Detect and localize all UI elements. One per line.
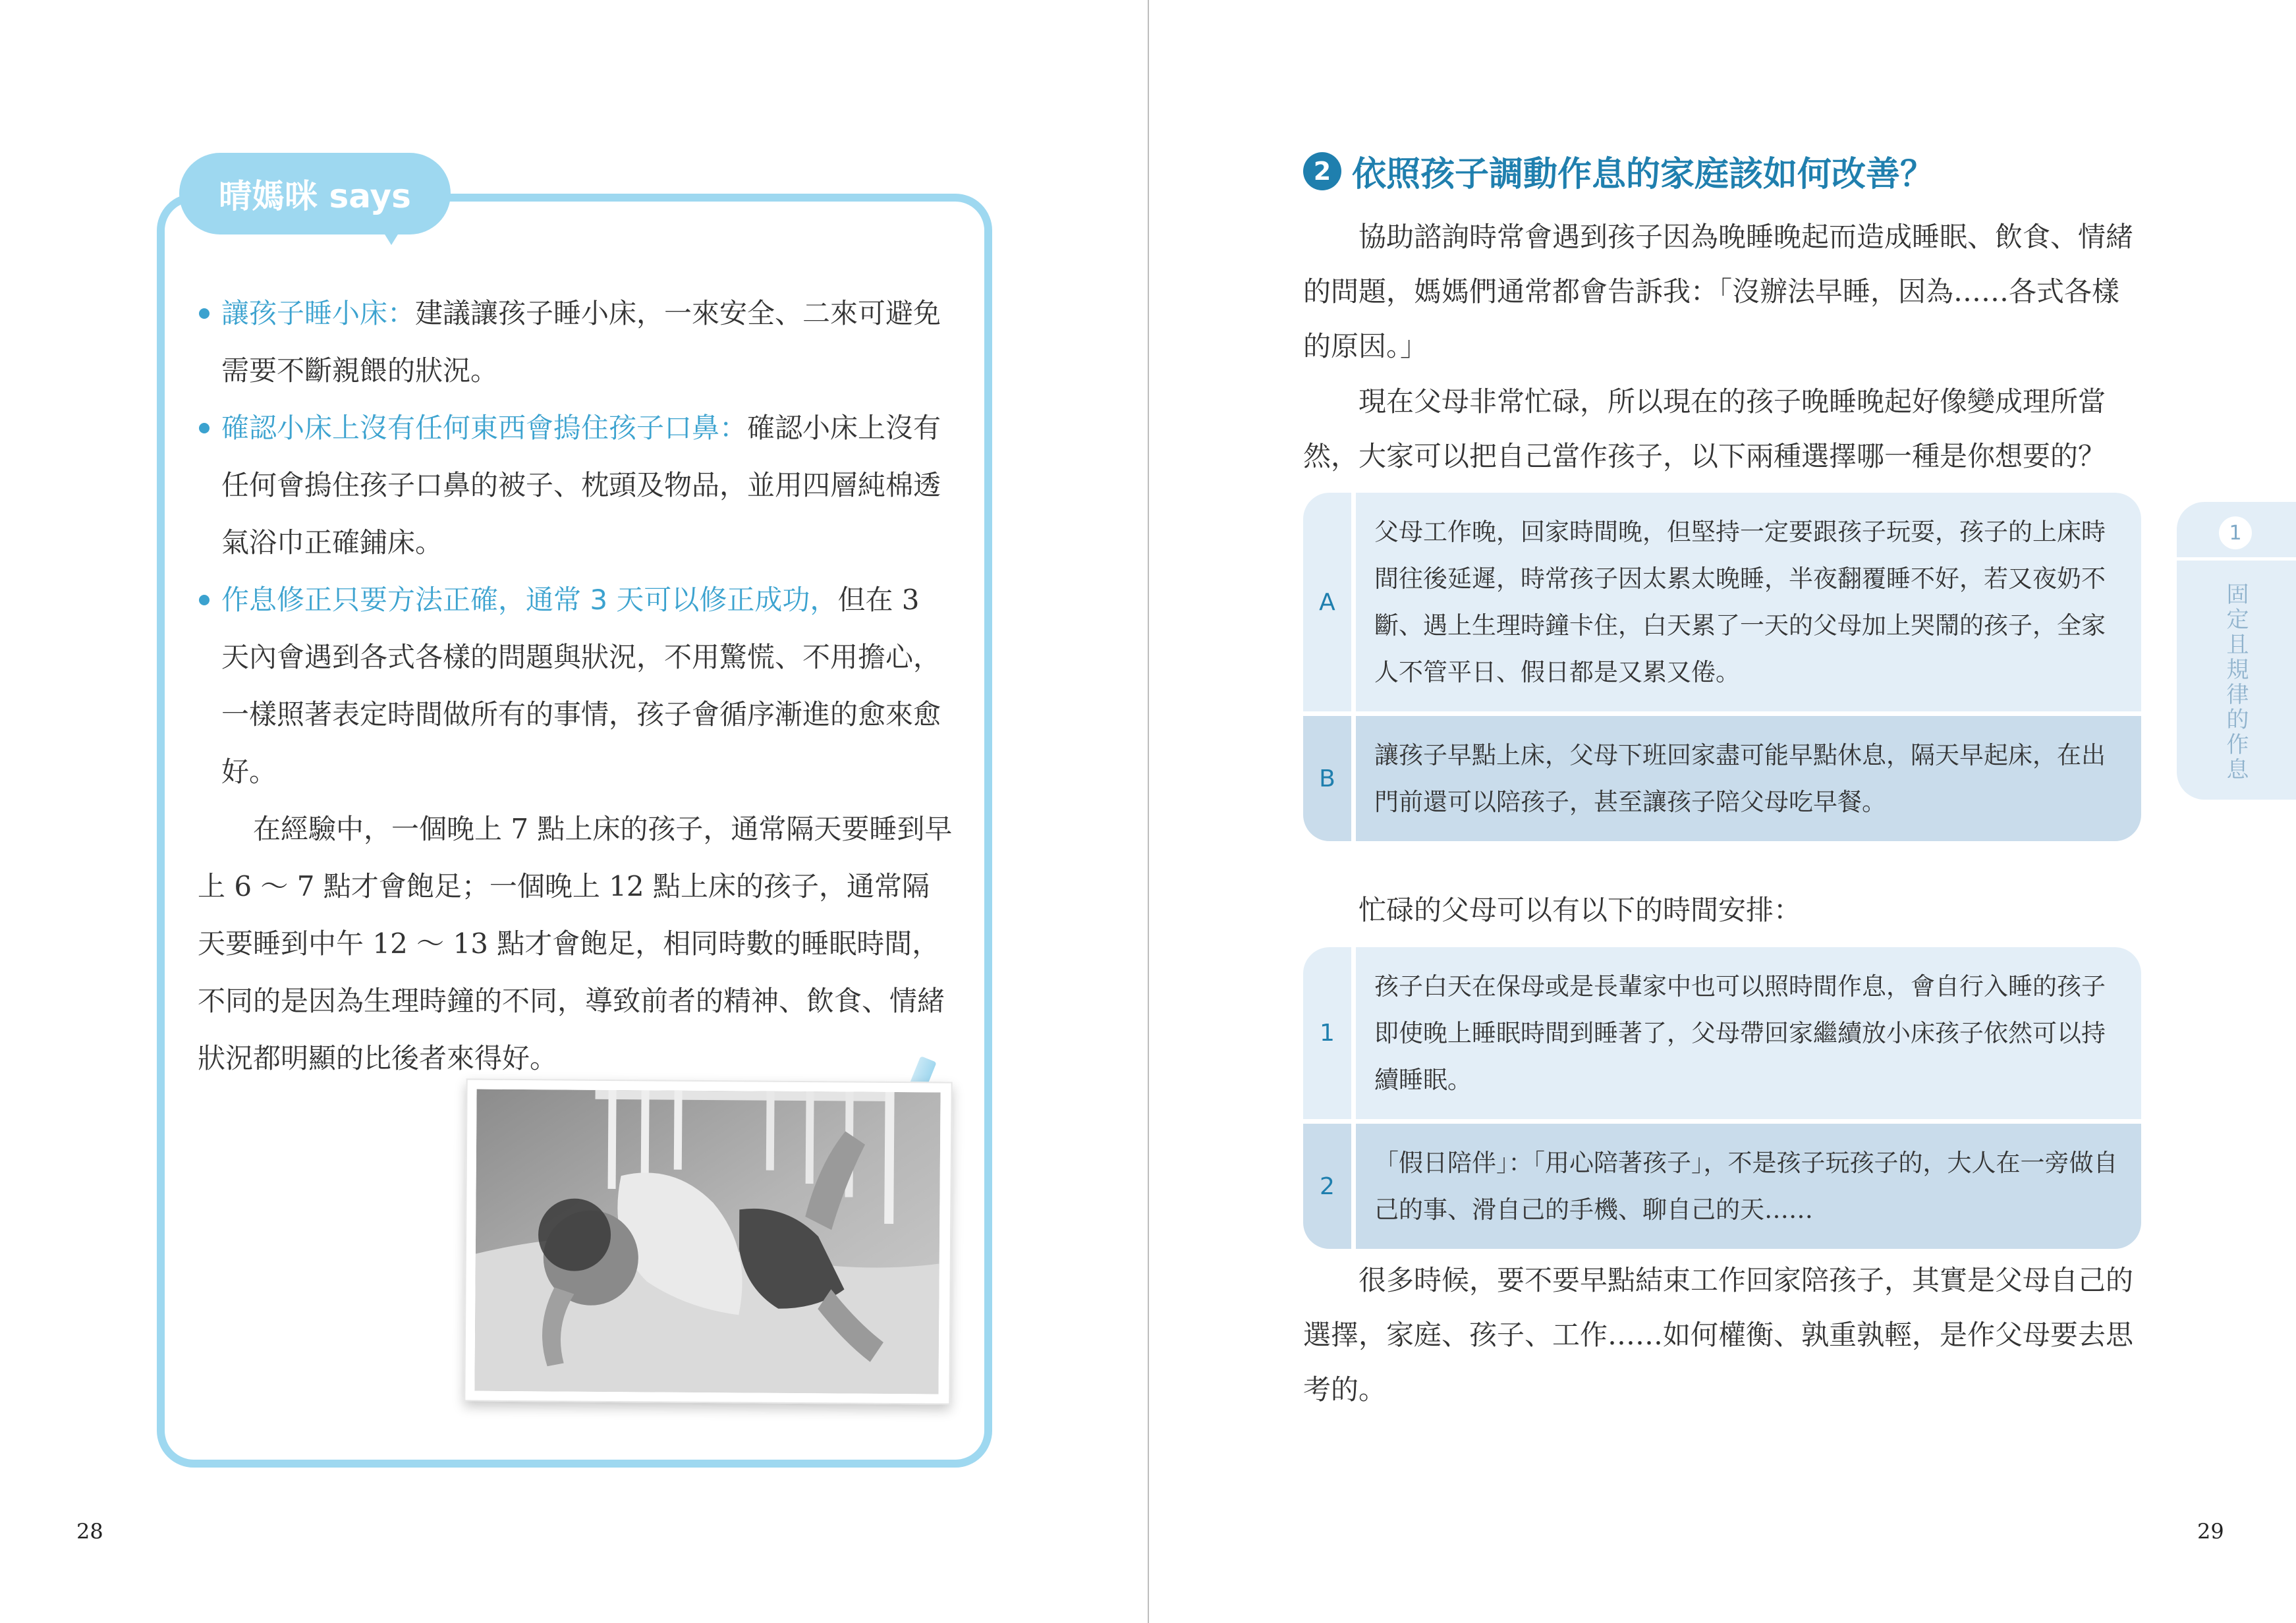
section-heading: [1303, 146, 1934, 196]
bullet-dot-icon: [199, 595, 210, 605]
chapter-title: 固定且規律的作息: [2222, 582, 2249, 783]
tip-bullet: [198, 571, 955, 800]
choice-key: B: [1303, 716, 1356, 841]
tip-box-content: [198, 285, 955, 1087]
page-number: 29: [2197, 1519, 2224, 1544]
tip-bullet: [198, 399, 955, 571]
tip-bullet: [198, 285, 955, 399]
arrangement-key: 2: [1303, 1124, 1356, 1249]
closing-paragraph: 很多時候，要不要早點結束工作回家陪孩子，其實是父母自己的選擇，家庭、孩子、工作……如何權衡、孰重孰輕，是作父母要去思考的。: [1303, 1264, 2134, 1406]
tip-paragraph: 在經驗中，一個晚上 7 點上床的孩子，通常隔天要睡到早上 6 ～ 7 點才會飽足；一個晚上 12 點上床的孩子，通常隔天要睡到中午 12 ～ 13 點才會飽足，相同時數的睡眠時間，不同的是因為生理時鐘的不同，導致前者的精神、飲食、情緒狀況都明顯的比後者來得好。: [198, 813, 953, 1074]
bullet-dot-icon: [199, 308, 210, 319]
choice-text: 父母工作晚，回家時間晚，但堅持一定要跟孩子玩耍，孩子的上床時間往後延遲，時常孩子因太累太晚睡，半夜翻覆睡不好，若又夜奶不斷、遇上生理時鐘卡住，白天累了一天的父母加上哭鬧的孩子，全家人不管平日、假日都是又累又倦。: [1374, 518, 2106, 686]
side-tab-divider: [2177, 557, 2296, 561]
section-number-badge: 2: [1303, 152, 1341, 190]
arrangement-row: [1303, 1119, 2141, 1249]
choices-table: [1303, 493, 2141, 841]
tip-bullet-highlight: 作息修正只要方法正確，通常 3 天可以修正成功，: [221, 584, 838, 616]
choice-row: [1303, 493, 2141, 711]
intro-paragraph: 協助諮詢時常會遇到孩子因為晚睡晚起而造成睡眠、飲食、情緒的問題，媽媽們通常都會告訴我：「沒辦法早睡，因為……各式各樣的原因。」: [1303, 221, 2134, 362]
chapter-number-badge: 1: [2219, 516, 2252, 549]
arrangement-text: 「假日陪伴」：「用心陪著孩子」，不是孩子玩孩子的，大人在一旁做自己的事、滑自己的手機、聊自己的天……: [1374, 1149, 2118, 1224]
choice-text: 讓孩子早點上床，父母下班回家盡可能早點休息，隔天早起床，在出門前還可以陪孩子，甚至讓孩子陪父母吃早餐。: [1374, 741, 2106, 816]
arrangement-intro: 忙碌的父母可以有以下的時間安排：: [1358, 894, 1802, 926]
arrangement-row: [1303, 947, 2141, 1119]
sleeping-baby-photo: [464, 1078, 952, 1404]
page-number: 28: [76, 1519, 103, 1544]
tip-bullet-text: 確認小床上沒有任何會摀住孩子口鼻的被子、枕頭及物品，並用四層純棉透氣浴巾正確鋪床。: [221, 412, 941, 559]
choice-key: A: [1303, 493, 1356, 711]
arrangement-text: 孩子白天在保母或是長輩家中也可以照時間作息，會自行入睡的孩子即使晚上睡眠時間到睡著了，父母帶回家繼續放小床孩子依然可以持續睡眠。: [1374, 972, 2106, 1094]
bullet-dot-icon: [199, 423, 210, 433]
tip-box-title: 晴媽咪 says: [179, 153, 451, 234]
tip-bullet-text: 建議讓孩子睡小床，一來安全、二來可避免需要不斷親餵的狀況。: [221, 297, 941, 387]
tip-bullet-highlight: 確認小床上沒有任何東西會摀住孩子口鼻：: [221, 412, 748, 444]
sleeping-baby-image: [474, 1089, 940, 1394]
question-paragraph: 現在父母非常忙碌，所以現在的孩子晚睡晚起好像變成理所當然，大家可以把自己當作孩子，以下兩種選擇哪一種是你想要的？: [1303, 385, 2106, 472]
section-title: 依照孩子調動作息的家庭該如何改善？: [1352, 155, 1935, 194]
arrangements-table: [1303, 947, 2141, 1249]
tip-bullet-text: 但在 3 天內會遇到各式各樣的問題與狀況，不用驚慌、不用擔心，一樣照著表定時間做所有的事情，孩子會循序漸進的愈來愈好。: [221, 584, 941, 788]
tip-bullet-highlight: 讓孩子睡小床：: [221, 297, 416, 329]
arrangement-key: 1: [1303, 947, 1356, 1119]
choice-row: [1303, 711, 2141, 841]
speech-bubble-tail-icon: [374, 217, 408, 245]
